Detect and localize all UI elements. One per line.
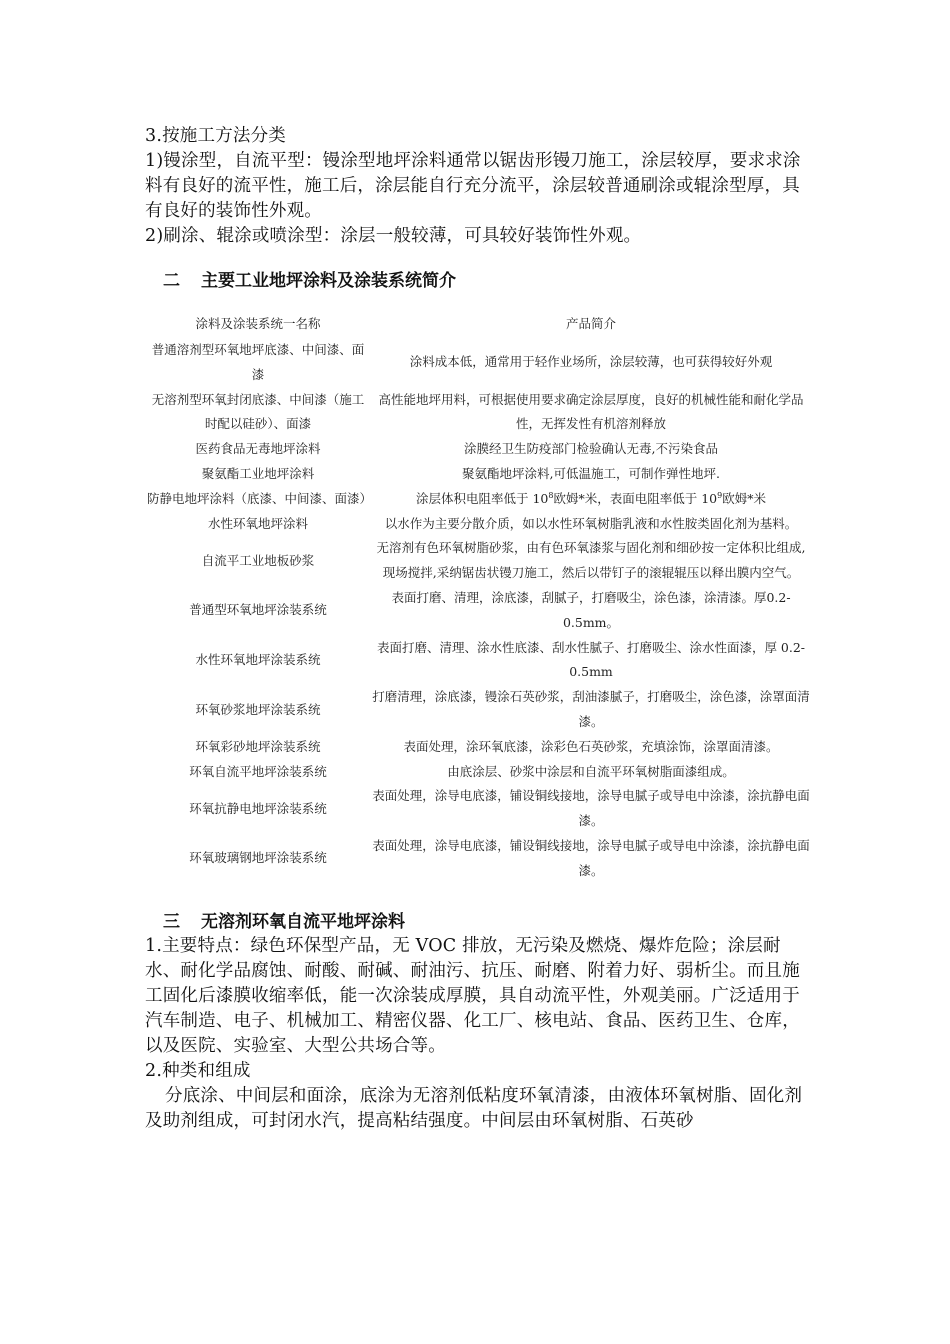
table-row — [146, 338, 812, 388]
table-cell-desc: 高性能地坪用料，可根据使用要求确定涂层厚度，良好的机械性能和耐化学品性，无挥发性有机溶剂释放 — [378, 391, 804, 432]
table-cell-name: 无溶剂型环氧封闭底漆、中间漆（施工时配以硅砂）、面漆 — [151, 391, 365, 432]
table-cell-name: 水性环氧地坪涂料 — [207, 515, 308, 531]
table-cell-desc: 表面打磨、清理、涂水性底漆、刮水性腻子、打磨吸尘、涂水性面漆，厚 0.2-0.5mm — [376, 639, 806, 680]
table-cell-desc: 涂膜经卫生防疫部门检验确认无毒,不污染食品 — [464, 441, 718, 457]
paragraph-composition: 分底涂、中间层和面涂，底涂为无溶剂低粘度环氧清漆，由液体环氧树脂、固化剂及助剂组成，可封闭水汽，提高粘结强度。中间层由环氧树脂、石英砂 — [145, 1085, 803, 1131]
paragraph-main-features: 1.主要特点：绿色环保型产品，无 VOC 排放，无污染及燃烧、爆炸危险；涂层耐水、耐化学品腐蚀、耐酸、耐碱、耐油污、抗压、耐磨、附着力好、弱析尘。而且施工固化后漆膜收缩率低，能一次涂装成厚膜，具自动流平性，外观美丽。广泛适用于汽车制造、电子、机械加工、精密仪器、化工厂、核电站、食品、医药卫生、仓库，以及医院、实验室、大型公共场合等。 — [145, 935, 800, 1056]
table-row — [146, 437, 812, 462]
table-cell-desc: 表面打磨、清理，涂底漆，刮腻子，打磨吸尘，涂色漆，涂清漆。厚0.2-0.5mm。 — [391, 589, 791, 630]
table-row — [146, 462, 812, 487]
table-cell-name: 防静电地坪涂料（底漆、中间漆、面漆） — [147, 490, 373, 506]
table-row — [146, 784, 812, 834]
document-content — [145, 124, 810, 1134]
table-row — [146, 487, 812, 512]
table-cell-name: 医药食品无毒地坪涂料 — [195, 441, 321, 457]
table-header-desc: 产品简介 — [565, 315, 616, 331]
table-cell-desc: 表面处理，涂环氧底漆，涂彩色石英砂浆，充填涂饰，涂罩面清漆。 — [403, 738, 779, 754]
table-cell-desc: 表面处理，涂导电底漆，铺设铜线接地，涂导电腻子或导电中涂漆，涂抗静电面漆。 — [372, 788, 810, 829]
table-cell-desc — [370, 487, 812, 512]
section-title-self-leveling — [145, 910, 810, 934]
table-cell-name: 普通型环氧地坪涂装系统 — [189, 602, 327, 618]
table-cell-name: 聚氨酯工业地坪涂料 — [201, 465, 315, 481]
table-cell-desc: 由底涂层、砂浆中涂层和自流平环氧树脂面漆组成。 — [447, 763, 735, 779]
table-cell-desc: 无溶剂有色环氧树脂砂浆，由有色环氧漆浆与固化剂和细砂按一定体积比组成,现场搅拌,采纳锯齿状镘刀施工，然后以带钉子的滚辊辊压以释出膜内空气。 — [376, 540, 806, 581]
table-cell-desc: 表面处理，涂导电底漆，铺设铜线接地，涂导电腻子或导电中涂漆，涂抗静电面漆。 — [372, 837, 810, 878]
section-title-main-coatings — [145, 269, 810, 293]
paragraph-trowel-type: 1)镘涂型，自流平型：镘涂型地坪涂料通常以锯齿形镘刀施工，涂层较厚，要求求涂料有良好的流平性，施工后，涂层能自行充分流平，涂层较普通刷涂或辊涂型厚，具有良好的装饰性外观。 — [145, 151, 801, 221]
paragraph-brush-type: 2)刷涂、辊涂或喷涂型：涂层一般较薄，可具较好装饰性外观。 — [145, 226, 642, 246]
table-header-row — [146, 310, 812, 338]
table-row — [146, 735, 812, 760]
section-heading: 3.按施工方法分类 — [145, 126, 286, 146]
section-number: 三 — [163, 911, 180, 932]
table-row — [146, 586, 812, 636]
section-title-text: 无溶剂环氧自流平地坪涂料 — [201, 911, 405, 932]
table-row — [146, 760, 812, 785]
table-row — [146, 512, 812, 537]
superscript: 8 — [548, 490, 554, 500]
section-title-text: 主要工业地坪涂料及涂装系统简介 — [201, 271, 456, 291]
table-row — [146, 685, 812, 735]
table-cell-desc: 聚氨酯地坪涂料,可低温施工，可制作弹性地坪. — [462, 465, 720, 481]
table-cell-name: 普通溶剂型环氧地坪底漆、中间漆、面漆 — [151, 342, 365, 382]
table-cell-desc: 涂料成本低，通常用于轻作业场所，涂层较薄，也可获得较好外观 — [409, 354, 773, 370]
table-row — [146, 834, 812, 884]
section-construction-method — [145, 124, 810, 249]
table-cell-desc: 以水作为主要分散介质，如以水性环氧树脂乳液和水性胺类固化剂为基料。 — [384, 515, 798, 531]
table-cell-desc: 打磨清理，涂底漆，镘涂石英砂浆，刮油漆腻子，打磨吸尘，涂色漆，涂罩面清漆。 — [372, 689, 810, 729]
table-row — [146, 636, 812, 686]
table-cell-name: 环氧彩砂地坪涂装系统 — [195, 738, 321, 754]
table-cell-name: 环氧玻璃钢地坪涂装系统 — [189, 850, 327, 866]
table-cell-name: 环氧抗静电地坪涂装系统 — [189, 800, 327, 816]
table-row — [146, 388, 812, 438]
coatings-table — [146, 310, 812, 884]
paragraph-types-heading: 2.种类和组成 — [145, 1060, 251, 1081]
desc-text: 欧姆*米，表面电阻率低于 10 — [553, 490, 718, 506]
desc-text: 欧姆*米 — [722, 490, 766, 506]
superscript: 9 — [717, 490, 723, 500]
desc-text: 涂层体积电阻率低于 10 — [416, 490, 549, 506]
table-cell-name: 环氧砂浆地坪涂装系统 — [195, 701, 321, 717]
table-cell-name: 自流平工业地板砂浆 — [201, 552, 315, 568]
section-number: 二 — [163, 271, 180, 291]
table-header-name: 涂料及涂装系统一名称 — [195, 315, 321, 331]
table-cell-name: 水性环氧地坪涂装系统 — [195, 651, 321, 667]
table-cell-name: 环氧自流平地坪涂装系统 — [189, 763, 327, 779]
table-row — [146, 536, 812, 586]
